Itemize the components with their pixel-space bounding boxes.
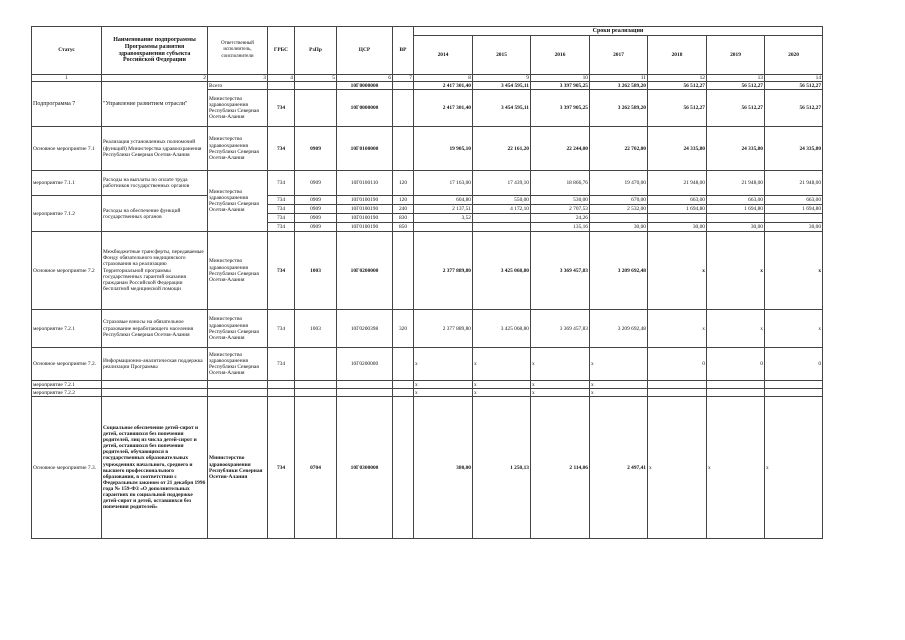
row-executor: Министерство здравоохранения Республики Северная Осетия-Алания bbox=[208, 397, 268, 539]
table-row bbox=[32, 196, 823, 205]
cell-value bbox=[648, 214, 707, 223]
cell-value: 3 425 068,80 bbox=[473, 232, 531, 310]
row-name: "Управление развитием отрасли" bbox=[102, 82, 208, 127]
cell-value: 56 512,27 bbox=[765, 90, 823, 127]
row-executor: Всего bbox=[208, 82, 268, 90]
column-number: 2 bbox=[102, 75, 208, 82]
cell-value: 56 512,27 bbox=[707, 82, 765, 90]
cell-value: 30,00 bbox=[765, 223, 823, 232]
cell-value: х bbox=[765, 232, 823, 310]
row-status: мероприятие 7.1.2 bbox=[32, 196, 102, 232]
column-number: 14 bbox=[765, 75, 823, 82]
table-row bbox=[32, 127, 823, 171]
header-vr: ВР bbox=[393, 27, 414, 75]
cell-value: 56 512,27 bbox=[648, 82, 707, 90]
cell-value: 2 377 889,80 bbox=[414, 310, 473, 348]
cell-value: 30,00 bbox=[590, 223, 648, 232]
column-number: 6 bbox=[337, 75, 393, 82]
cell-value: 19 470,00 bbox=[590, 171, 648, 196]
cell-csr: 10Г0100190 bbox=[337, 196, 393, 205]
cell-value: 3 262 589,20 bbox=[590, 82, 648, 90]
cell-value: х bbox=[648, 310, 707, 348]
cell-grbs: 734 bbox=[268, 232, 295, 310]
cell-value: 3 369 457,83 bbox=[531, 310, 590, 348]
cell-value: х bbox=[707, 232, 765, 310]
row-status: Подпрограмма 7 bbox=[32, 82, 102, 127]
cell-value: х bbox=[590, 381, 648, 389]
cell-value: 17 439,10 bbox=[473, 171, 531, 196]
row-executor: Министерство здравоохранения Республики Северная Осетия-Алания bbox=[208, 310, 268, 348]
cell-value: 1 694,80 bbox=[707, 205, 765, 214]
cell-value: 380,00 bbox=[414, 397, 473, 539]
cell-value: 24 335,80 bbox=[765, 127, 823, 171]
cell-value: 3 454 595,11 bbox=[473, 82, 531, 90]
table-row bbox=[32, 348, 823, 381]
cell-value: 30,00 bbox=[648, 223, 707, 232]
cell-value: 2 114,06 bbox=[531, 397, 590, 539]
cell-rzpr: 0704 bbox=[295, 397, 337, 539]
row-status: Основное мероприятие 7.1 bbox=[32, 127, 102, 171]
cell-value: 19 905,10 bbox=[414, 127, 473, 171]
cell-rzpr: 1003 bbox=[295, 232, 337, 310]
cell-value: 530,00 bbox=[531, 196, 590, 205]
cell-value: 3 209 692,48 bbox=[590, 232, 648, 310]
header-status: Статус bbox=[32, 27, 102, 75]
cell-grbs: 734 bbox=[268, 205, 295, 214]
cell-value: 24 335,80 bbox=[648, 127, 707, 171]
cell-csr: 10Г0000000 bbox=[337, 82, 393, 90]
cell-value: 2 417 301,40 bbox=[414, 90, 473, 127]
cell-value bbox=[473, 214, 531, 223]
cell-csr: 10Г0200398 bbox=[337, 310, 393, 348]
table-row bbox=[32, 389, 823, 397]
cell-vr: 120 bbox=[393, 196, 414, 205]
row-executor: Министерство здравоохранения Республики Северная Осетия-Алания bbox=[208, 127, 268, 171]
cell-value: 670,00 bbox=[590, 196, 648, 205]
cell-value: 24,26 bbox=[531, 214, 590, 223]
cell-csr: 10Г0100190 bbox=[337, 223, 393, 232]
cell-value: 2 532,00 bbox=[590, 205, 648, 214]
cell-grbs: 734 bbox=[268, 90, 295, 127]
cell-value: х bbox=[648, 397, 707, 539]
cell-value: х bbox=[648, 232, 707, 310]
cell-value: 21 948,00 bbox=[765, 171, 823, 196]
cell-value: 0 bbox=[765, 348, 823, 381]
row-status: мероприятие 7.1.1 bbox=[32, 171, 102, 196]
cell-value: 24 335,80 bbox=[707, 127, 765, 171]
row-status: мероприятие 7.2.1 bbox=[32, 381, 102, 389]
cell-rzpr: 0909 bbox=[295, 127, 337, 171]
cell-value: х bbox=[531, 389, 590, 397]
row-name: Расходы на выплаты по оплате труда работников государственных органов bbox=[102, 171, 208, 196]
column-number: 3 bbox=[208, 75, 268, 82]
cell-vr: 120 bbox=[393, 171, 414, 196]
cell-value: х bbox=[473, 389, 531, 397]
cell-grbs: 734 bbox=[268, 397, 295, 539]
table-row bbox=[32, 397, 823, 539]
column-number: 11 bbox=[590, 75, 648, 82]
cell-value: 604,80 bbox=[414, 196, 473, 205]
table-row bbox=[32, 381, 823, 389]
cell-value: 0 bbox=[707, 348, 765, 381]
cell-value: 2 377 889,80 bbox=[414, 232, 473, 310]
cell-value: 21 948,00 bbox=[707, 171, 765, 196]
header-grbs: ГРБС bbox=[268, 27, 295, 75]
cell-csr: 10Г0100000 bbox=[337, 127, 393, 171]
cell-value: х bbox=[590, 389, 648, 397]
cell-value bbox=[765, 214, 823, 223]
row-executor: Министерство здравоохранения Республики Северная Осетия-Алания bbox=[208, 171, 268, 232]
cell-csr: 10Г0100190 bbox=[337, 214, 393, 223]
cell-value: 2 137,51 bbox=[414, 205, 473, 214]
cell-value: 1 694,80 bbox=[648, 205, 707, 214]
row-executor: Министерство здравоохранения Республики Северная Осетия-Алания bbox=[208, 90, 268, 127]
column-number: 4 bbox=[268, 75, 295, 82]
cell-value: 1 694,80 bbox=[765, 205, 823, 214]
row-status: Основное мероприятие 7.2 bbox=[32, 232, 102, 310]
header-csr: ЦСР bbox=[337, 27, 393, 75]
cell-csr: 10Г0200000 bbox=[337, 348, 393, 381]
cell-rzpr: 0909 bbox=[295, 223, 337, 232]
cell-value: 135,16 bbox=[531, 223, 590, 232]
cell-value: 1 250,13 bbox=[473, 397, 531, 539]
cell-value: 3 397 905,25 bbox=[531, 90, 590, 127]
row-name: Реализация установленных полномочий (функций) Министерства здравоохранения Республики Северная Осетия-Алания bbox=[102, 127, 208, 171]
cell-rzpr: 0909 bbox=[295, 171, 337, 196]
column-number: 8 bbox=[414, 75, 473, 82]
row-name: Межбюджетные трансферты, передаваемые Фонду обязательного медицинского страхования на реализацию Территориальной программы государственных гарантий оказания гражданам Российской Федерации бесплатной медицинской помощи bbox=[102, 232, 208, 310]
column-number: 7 bbox=[393, 75, 414, 82]
cell-value: 22 161,20 bbox=[473, 127, 531, 171]
cell-value: 2 417 301,40 bbox=[414, 82, 473, 90]
table-row bbox=[32, 232, 823, 310]
cell-value: х bbox=[707, 310, 765, 348]
cell-value: 2 497,41 bbox=[590, 397, 648, 539]
cell-value: х bbox=[473, 381, 531, 389]
cell-value: 663,00 bbox=[765, 196, 823, 205]
header-year: 2019 bbox=[707, 36, 765, 75]
header-executor: Ответственный исполнитель, соисполнители bbox=[208, 27, 268, 75]
cell-vr: 240 bbox=[393, 205, 414, 214]
cell-value: 18 866,76 bbox=[531, 171, 590, 196]
header-year: 2020 bbox=[765, 36, 823, 75]
header-terms: Сроки реализации bbox=[414, 27, 823, 36]
row-name: Социальное обеспечение детей-сирот и детей, оставшихся без попечения родителей, лиц из числа детей-сирот и детей, оставшихся без попечения родителей, обучающихся в государственных образовательных учреждениях начального, среднего и высшего профессионального образования, в соответствии с Федеральным законом от 21 декабря 1996 года № 159-ФЗ «О дополнительных гарантиях по социальной поддержке детей-сирот и детей, оставшихся без попечения родителей» bbox=[102, 397, 208, 539]
cell-rzpr: 0909 bbox=[295, 205, 337, 214]
cell-value: 30,00 bbox=[707, 223, 765, 232]
cell-vr: 830 bbox=[393, 214, 414, 223]
cell-value: х bbox=[414, 389, 473, 397]
cell-rzpr: 0909 bbox=[295, 196, 337, 205]
header-rzpr: РзПр bbox=[295, 27, 337, 75]
cell-csr: 10Г0200000 bbox=[337, 232, 393, 310]
row-status: Основное мероприятие 7.3. bbox=[32, 397, 102, 539]
header-year: 2018 bbox=[648, 36, 707, 75]
header-program-name: Наименование подпрограммы Программы развития здравоохранения субъекта Российской Федерации bbox=[102, 27, 208, 75]
cell-value: 3,52 bbox=[414, 214, 473, 223]
cell-csr: 10Г0000000 bbox=[337, 90, 393, 127]
cell-value: 2 707,53 bbox=[531, 205, 590, 214]
column-number: 12 bbox=[648, 75, 707, 82]
cell-grbs: 734 bbox=[268, 223, 295, 232]
cell-value: х bbox=[531, 348, 590, 381]
cell-value: х bbox=[414, 348, 473, 381]
column-number: 1 bbox=[32, 75, 102, 82]
header-year: 2017 bbox=[590, 36, 648, 75]
row-status: мероприятие 7.2.1 bbox=[32, 310, 102, 348]
cell-value bbox=[473, 223, 531, 232]
cell-value: 3 397 905,25 bbox=[531, 82, 590, 90]
cell-grbs: 734 bbox=[268, 171, 295, 196]
cell-value: х bbox=[414, 381, 473, 389]
cell-value: 0 bbox=[648, 348, 707, 381]
header-year: 2014 bbox=[414, 36, 473, 75]
cell-value: 56 512,27 bbox=[765, 82, 823, 90]
cell-value: х bbox=[707, 397, 765, 539]
cell-grbs: 734 bbox=[268, 348, 295, 381]
cell-value: 550,00 bbox=[473, 196, 531, 205]
cell-value: 663,00 bbox=[707, 196, 765, 205]
cell-value: 3 425 068,80 bbox=[473, 310, 531, 348]
cell-value: 17 163,00 bbox=[414, 171, 473, 196]
cell-value: 3 209 692,48 bbox=[590, 310, 648, 348]
column-number: 10 bbox=[531, 75, 590, 82]
cell-value: 3 262 589,20 bbox=[590, 90, 648, 127]
cell-value: 4 172,10 bbox=[473, 205, 531, 214]
cell-value: х bbox=[765, 310, 823, 348]
row-status: мероприятие 7.2.2 bbox=[32, 389, 102, 397]
cell-value: 21 948,00 bbox=[648, 171, 707, 196]
row-name: Страховые взносы на обязательное страхование неработающего населения Республики Северная Осетия-Алания bbox=[102, 310, 208, 348]
cell-grbs: 734 bbox=[268, 127, 295, 171]
cell-csr: 10Г0100110 bbox=[337, 171, 393, 196]
cell-value: х bbox=[765, 397, 823, 539]
cell-grbs: 734 bbox=[268, 310, 295, 348]
row-status: Основное мероприятие 7.2. bbox=[32, 348, 102, 381]
column-number: 5 bbox=[295, 75, 337, 82]
cell-value: 663,00 bbox=[648, 196, 707, 205]
column-number: 9 bbox=[473, 75, 531, 82]
cell-value: 22 244,00 bbox=[531, 127, 590, 171]
cell-rzpr: 0909 bbox=[295, 214, 337, 223]
cell-value: х bbox=[473, 348, 531, 381]
cell-value bbox=[590, 214, 648, 223]
cell-grbs: 734 bbox=[268, 196, 295, 205]
row-name: Информационно-аналитическая поддержка реализации Программы bbox=[102, 348, 208, 381]
cell-csr: 10Г0300000 bbox=[337, 397, 393, 539]
cell-grbs: 734 bbox=[268, 214, 295, 223]
header-year: 2015 bbox=[473, 36, 531, 75]
cell-value: х bbox=[531, 381, 590, 389]
cell-rzpr: 1003 bbox=[295, 310, 337, 348]
cell-value: 56 512,27 bbox=[648, 90, 707, 127]
table-row bbox=[32, 82, 823, 90]
cell-vr: 320 bbox=[393, 310, 414, 348]
cell-vr: 850 bbox=[393, 223, 414, 232]
cell-value: 3 369 457,83 bbox=[531, 232, 590, 310]
table-row bbox=[32, 310, 823, 348]
row-executor: Министерство здравоохранения Республики Северная Осетия-Алания bbox=[208, 348, 268, 381]
cell-value: 56 512,27 bbox=[707, 90, 765, 127]
cell-value bbox=[414, 223, 473, 232]
table-row bbox=[32, 171, 823, 196]
cell-value: х bbox=[590, 348, 648, 381]
cell-value: 3 454 595,11 bbox=[473, 90, 531, 127]
row-name: Расходы на обеспечение функций государственных органов bbox=[102, 196, 208, 232]
cell-value bbox=[707, 214, 765, 223]
column-number: 13 bbox=[707, 75, 765, 82]
row-executor: Министерство здравоохранения Республики Северная Осетия-Алания bbox=[208, 232, 268, 310]
cell-value: 22 702,00 bbox=[590, 127, 648, 171]
program-table bbox=[31, 26, 823, 539]
header-year: 2016 bbox=[531, 36, 590, 75]
cell-csr: 10Г0100190 bbox=[337, 205, 393, 214]
